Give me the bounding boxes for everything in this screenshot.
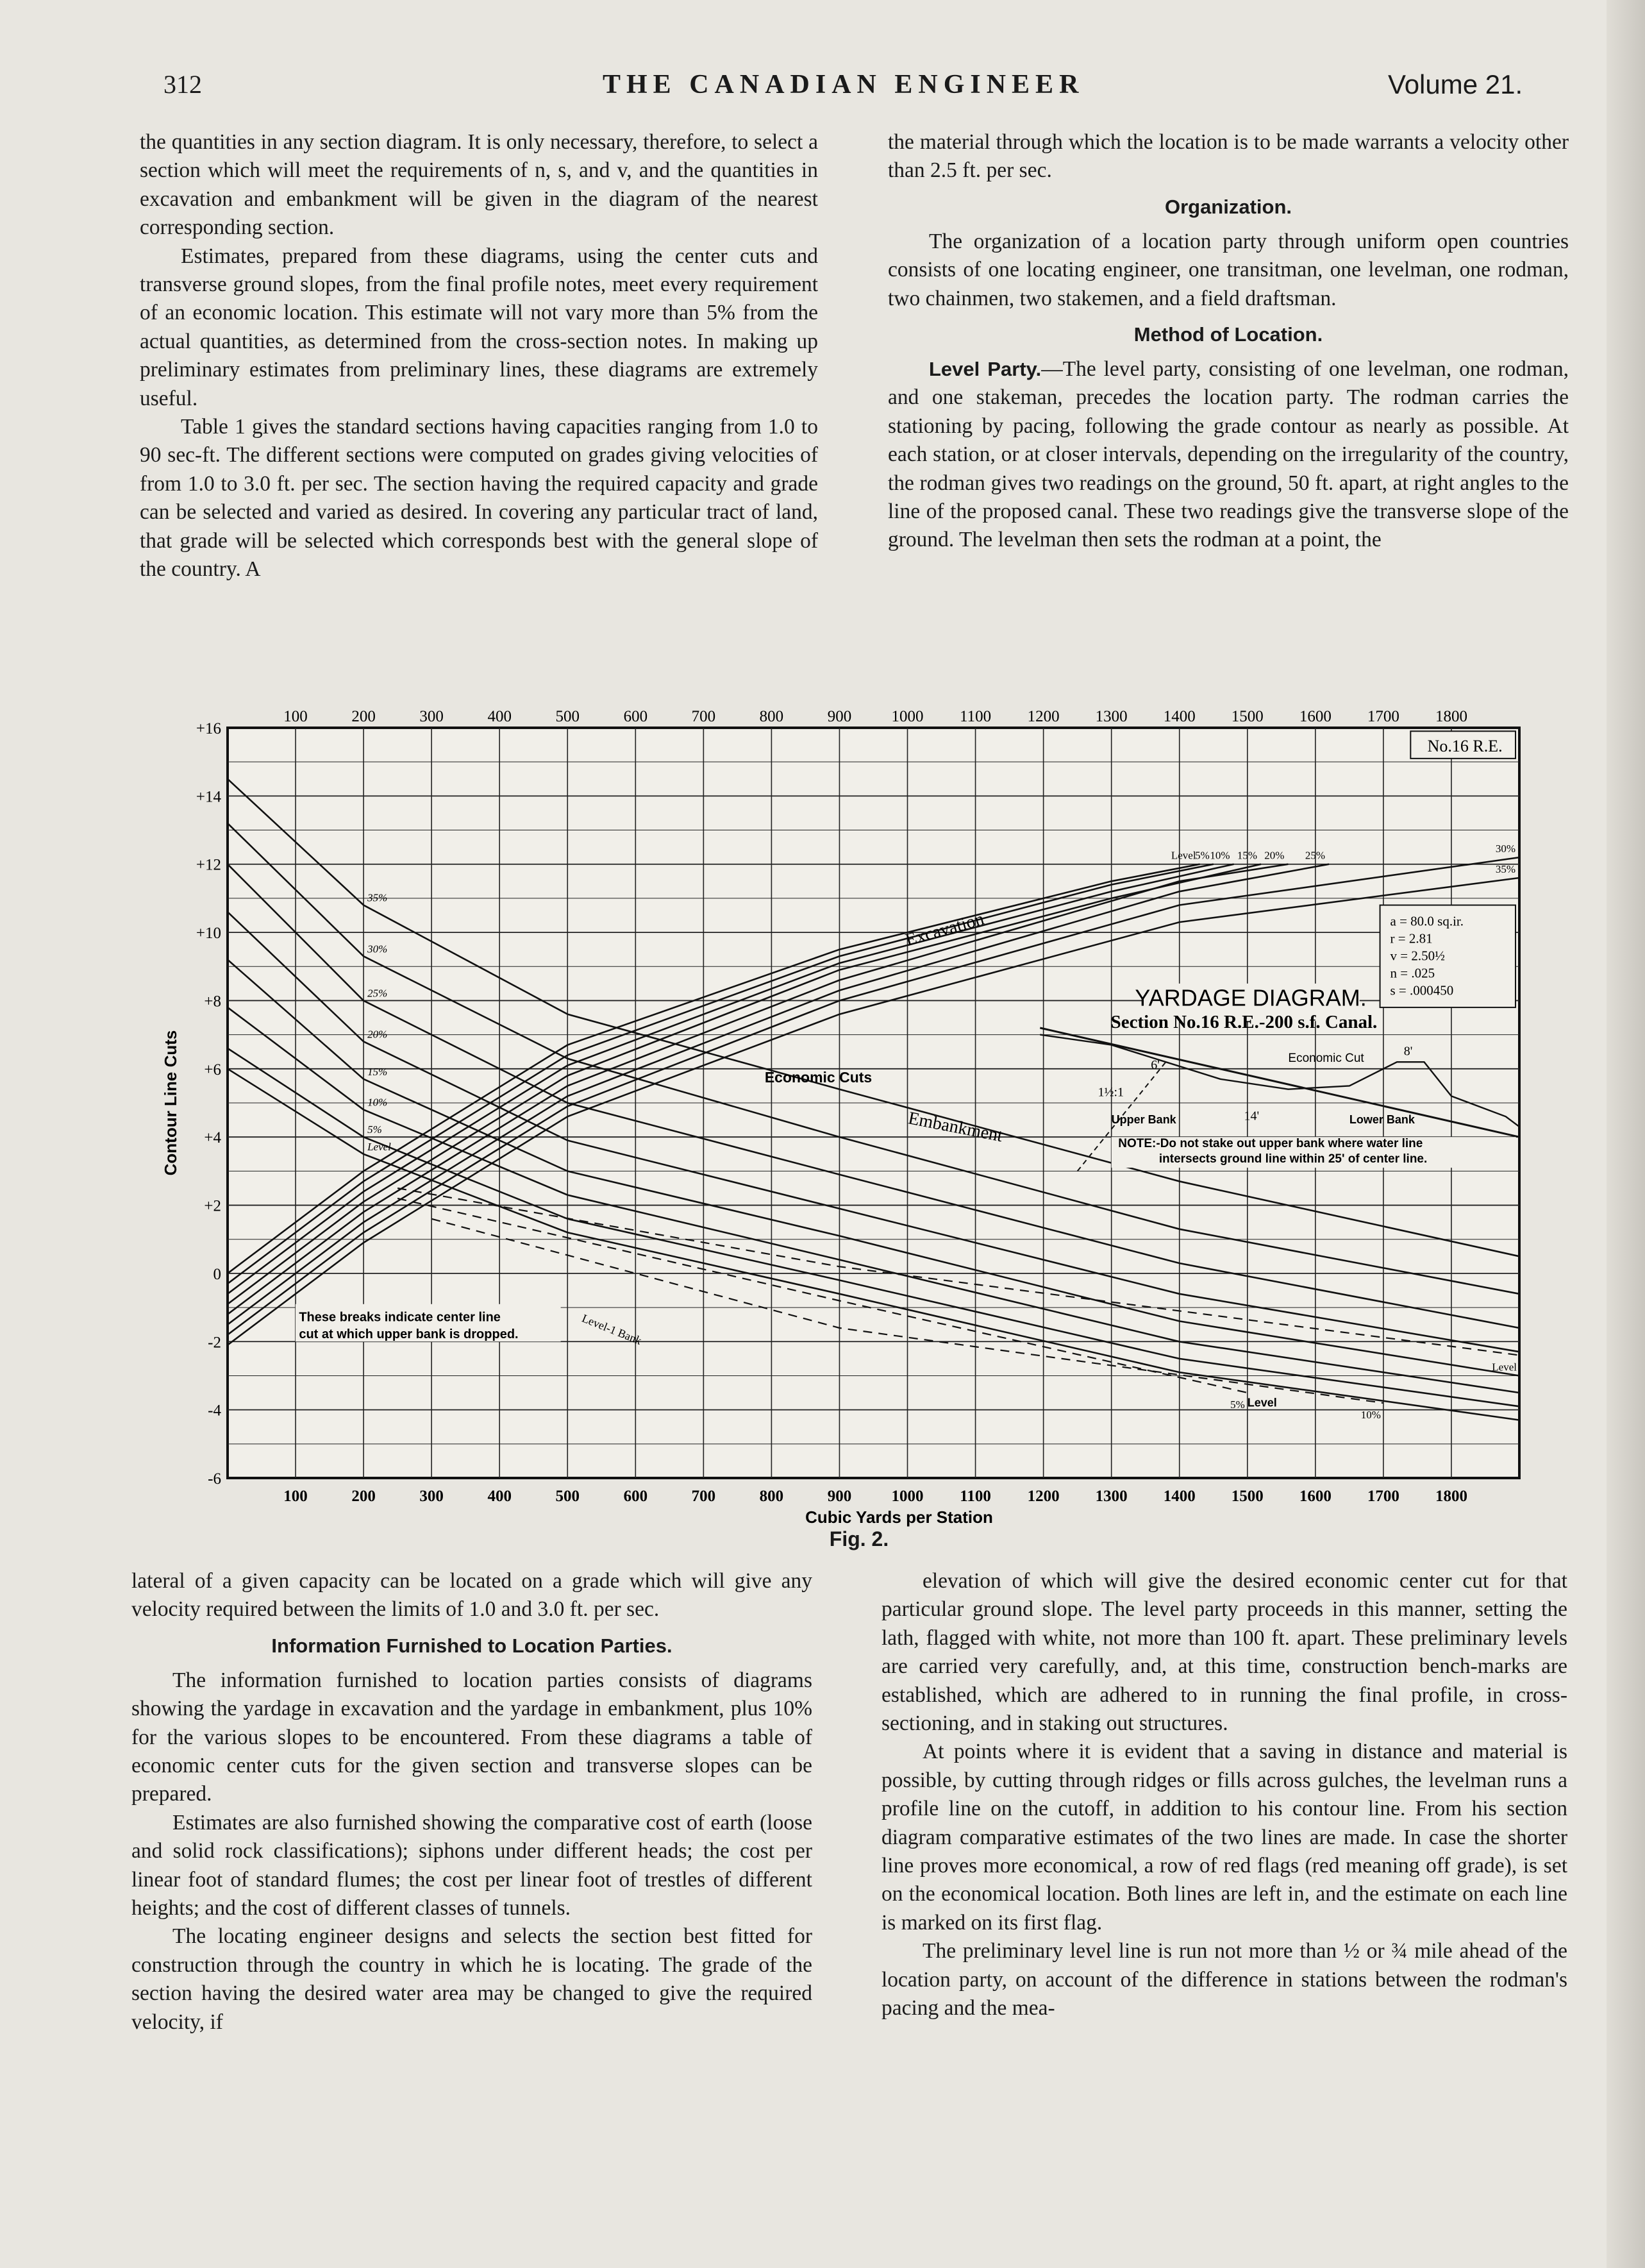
y-tick-label: -4 xyxy=(208,1402,221,1420)
paragraph: The information furnished to location parties consists of diagrams showing the yardage in excavation and the yardage in embankment, plus 10% for the various slopes to be encountered. From these diagrams a table of economic center cuts for the given section and transverse slopes can be prepared. xyxy=(131,1668,812,1806)
page-edge-shadow xyxy=(1607,0,1645,2268)
embankment-curve-label: Level xyxy=(367,1140,391,1153)
embankment-curve-label: 10% xyxy=(367,1096,388,1109)
note-text-line-1: NOTE:-Do not stake out upper bank where water line xyxy=(1118,1137,1423,1151)
x-tick-label-bottom: 900 xyxy=(827,1488,852,1505)
x-tick-label-bottom: 1400 xyxy=(1163,1488,1196,1505)
y-axis-title: Contour Line Cuts xyxy=(161,1030,180,1176)
column-bottom-left xyxy=(131,1567,812,2037)
embankment-curve-label: 25% xyxy=(367,987,388,1000)
excavation-curve-label: 25% xyxy=(1305,849,1326,862)
x-tick-label-bottom: 1600 xyxy=(1299,1488,1332,1505)
x-tick-label-top: 600 xyxy=(623,708,648,725)
y-tick-label: -6 xyxy=(208,1470,221,1488)
paragraph: At points where it is evident that a saving in distance and material is possible, by cutting through ridges or fills across gulches, the levelman runs a profile line on the cutoff, in addition to his contour line. From his section diagram comparative estimates of the two lines are made. In case the shorter line proves more economical, a row of red flags (red meaning off grade), is set on the economical location. Both lines are left in, and the estimate on each line is marked on its first flag. xyxy=(881,1740,1567,1935)
x-tick-label-top: 200 xyxy=(351,708,376,725)
excavation-curve-label: 15% xyxy=(1237,849,1257,862)
x-tick-label-bottom: 700 xyxy=(691,1488,716,1505)
x-tick-label-bottom: 100 xyxy=(283,1488,308,1505)
constant-value: s = .000450 xyxy=(1390,982,1454,998)
dashed-curve-label: 5% xyxy=(1230,1399,1245,1411)
column-top-left xyxy=(140,128,818,584)
economic-cut-label: Economic Cut xyxy=(1288,1052,1364,1066)
x-axis-title: Cubic Yards per Station xyxy=(805,1508,993,1527)
embankment-curve-label: 30% xyxy=(367,943,388,955)
x-tick-label-bottom: 500 xyxy=(555,1488,580,1505)
x-tick-label-top: 500 xyxy=(555,708,580,725)
excavation-curve-label: 35% xyxy=(1495,863,1516,875)
x-tick-label-bottom: 600 xyxy=(623,1488,648,1505)
dimension-label: 14' xyxy=(1244,1109,1260,1123)
y-tick-label: +6 xyxy=(204,1061,221,1079)
economic-cuts-label: Economic Cuts xyxy=(764,1069,873,1086)
y-tick-label: +12 xyxy=(196,856,221,874)
paragraph: The locating engineer designs and selects the section best fitted for construction through the country in which he is locating. The grade of the section having the desired water area may be changed to give the required velocity, if xyxy=(131,1924,812,2034)
y-tick-label: +4 xyxy=(204,1129,221,1147)
chart-subtitle: Section No.16 R.E.-200 s.f. Canal. xyxy=(1110,1012,1378,1032)
embankment-curve-label: 20% xyxy=(367,1028,388,1041)
constant-value: n = .025 xyxy=(1390,965,1435,981)
figure-caption: Fig. 2. xyxy=(829,1527,889,1550)
excavation-curve-label: 10% xyxy=(1210,849,1230,862)
excavation-curve-label: 20% xyxy=(1264,849,1285,862)
paragraph: the material through which the location is to be made warrants a velocity other than 2.5 ft. per sec. xyxy=(888,130,1569,183)
y-tick-label: +10 xyxy=(196,925,221,943)
x-tick-label-top: 300 xyxy=(419,708,444,725)
y-tick-label: 0 xyxy=(213,1265,221,1283)
x-tick-label-top: 1400 xyxy=(1163,708,1196,725)
x-tick-label-top: 1200 xyxy=(1027,708,1060,725)
x-tick-label-top: 1800 xyxy=(1435,708,1467,725)
constant-value: r = 2.81 xyxy=(1390,930,1433,946)
x-tick-label-bottom: 200 xyxy=(351,1488,376,1505)
level-label: Level xyxy=(1247,1396,1277,1409)
embankment-curve-label: 5% xyxy=(367,1123,382,1136)
column-top-right xyxy=(888,128,1569,555)
y-tick-label: +14 xyxy=(196,788,221,806)
x-tick-label-bottom: 1100 xyxy=(960,1488,991,1505)
paragraph-text: —The level party, consisting of one levelman, one rodman, and one stakeman, precedes the location party. The rodman carries the stationing by pacing, following the grade contour as nearly as possible. At each station, or at closer intervals, depending on the irregularity of the country, the rodman gives two readings on the ground, 50 ft. apart, at right angles to the line of the proposed canal. These two readings give the transverse slope of the ground. The levelman then sets the rodman at a point, the xyxy=(888,357,1569,552)
embankment-curve-label: 35% xyxy=(367,891,388,904)
x-tick-label-top: 900 xyxy=(827,708,852,725)
x-tick-label-top: 1000 xyxy=(891,708,924,725)
x-tick-label-bottom: 300 xyxy=(419,1488,444,1505)
x-tick-label-bottom: 400 xyxy=(487,1488,512,1505)
upper-bank-label: Upper Bank xyxy=(1111,1113,1176,1126)
dashed-curve-label: Level xyxy=(1492,1361,1517,1373)
paragraph: lateral of a given capacity can be located on a grade which will give any velocity required between the limits of 1.0 and 3.0 ft. per sec. xyxy=(131,1569,812,1622)
side-heading: Level Party. xyxy=(929,358,1042,381)
paragraph: Table 1 gives the standard sections having capacities ranging from 1.0 to 90 sec-ft. The different sections were computed on grades giving velocities of from 1.0 to 3.0 ft. per sec. The section having the required capacity and grade can be selected and varied as desired. In covering any particular tract of land, that grade will be selected which corresponds best with the general slope of the country. A xyxy=(140,415,818,582)
embankment-curve-label: 15% xyxy=(367,1065,388,1078)
page-number: 312 xyxy=(163,70,202,99)
excavation-curve-label: 30% xyxy=(1495,843,1516,855)
section-heading: Method of Location. xyxy=(1133,323,1323,346)
dimension-label: 6' xyxy=(1151,1057,1160,1072)
x-tick-label-top: 100 xyxy=(283,708,308,725)
y-tick-label: +2 xyxy=(204,1197,221,1215)
x-tick-label-top: 400 xyxy=(487,708,512,725)
yardage-diagram-figure xyxy=(163,702,1535,1558)
lower-bank-label: Lower Bank xyxy=(1349,1113,1415,1126)
volume-label: Volume 21. xyxy=(1388,69,1523,99)
x-tick-label-top: 1300 xyxy=(1095,708,1128,725)
excavation-curve-label: Level xyxy=(1171,849,1196,862)
x-tick-label-bottom: 800 xyxy=(759,1488,784,1505)
x-tick-label-bottom: 1300 xyxy=(1095,1488,1128,1505)
yardage-diagram-chart xyxy=(163,702,1535,1558)
dimension-label: 8' xyxy=(1403,1044,1413,1059)
x-tick-label-bottom: 1200 xyxy=(1027,1488,1060,1505)
section-heading: Organization. xyxy=(1164,195,1292,218)
paragraph: Estimates are also furnished showing the comparative cost of earth (loose and solid rock classifications); siphons under different heads; the cost per linear foot of standard flumes; the cost per linear foot of trestles of different heights; and the cost of different classes of tunnels. xyxy=(131,1810,812,1920)
breaks-note-line-1: These breaks indicate center line xyxy=(299,1310,501,1325)
paragraph xyxy=(888,355,1569,555)
paragraph: Estimates, prepared from these diagrams, using the center cuts and transverse ground slopes, from the final profile notes, meet every requirement of an economic location. This estimate will not vary more than 5% from the actual quantities, as determined from the cross-section notes. In making up preliminary estimates from preliminary lines, these diagrams are extremely useful. xyxy=(140,244,818,410)
x-tick-label-top: 1600 xyxy=(1299,708,1332,725)
chart-title: YARDAGE DIAGRAM. xyxy=(1135,984,1367,1011)
slope-ratio-label: 1½:1 xyxy=(1098,1085,1124,1100)
x-tick-label-bottom: 1000 xyxy=(891,1488,924,1505)
embankment-region-label: Embankment xyxy=(906,1108,1005,1147)
constant-value: v = 2.50½ xyxy=(1390,948,1445,964)
plate-label: No.16 R.E. xyxy=(1427,737,1503,756)
section-heading: Information Furnished to Location Parties. xyxy=(271,1634,672,1657)
paragraph: elevation of which will give the desired economic center cut for that particular ground slope. The level party proceeds in this manner, setting the lath, flagged with white, not more than 100 ft. apart. These preliminary levels are carried very carefully, and, at this time, construction bench-marks are established, which are adhered to in running the final profile, in cross-sectioning, and in staking out structures. xyxy=(881,1569,1567,1736)
paragraph: the quantities in any section diagram. It is only necessary, therefore, to select a section which will meet the requirements of n, s, and v, and the quantities in excavation and embankment will be given in the diagram of the nearest corresponding section. xyxy=(140,130,818,240)
x-tick-label-bottom: 1800 xyxy=(1435,1488,1467,1505)
level-bank-label: Level-1 Bank xyxy=(580,1311,644,1347)
paragraph: The organization of a location party through uniform open countries consists of one locating engineer, one transitman, one levelman, one rodman, two chainmen, two stakemen, and a field draftsman. xyxy=(888,229,1569,310)
excavation-region-label: Excavation xyxy=(903,909,987,951)
x-tick-label-top: 800 xyxy=(759,708,784,725)
y-tick-label: -2 xyxy=(208,1334,221,1352)
paragraph: The preliminary level line is run not more than ½ or ¾ mile ahead of the location party, on account of the difference in stations between the rodman's pacing and the mea- xyxy=(881,1939,1567,2020)
x-tick-label-top: 1700 xyxy=(1367,708,1399,725)
note-text-line-2: intersects ground line within 25' of center line. xyxy=(1158,1152,1428,1166)
x-tick-label-top: 700 xyxy=(691,708,716,725)
breaks-note-line-2: cut at which upper bank is dropped. xyxy=(299,1327,519,1341)
running-header xyxy=(0,69,1645,108)
x-tick-label-top: 1100 xyxy=(960,708,992,725)
dashed-curve-label: 10% xyxy=(1360,1409,1381,1421)
constant-value: a = 80.0 sq.ir. xyxy=(1390,913,1464,929)
column-bottom-right xyxy=(881,1567,1567,2023)
y-tick-label: +8 xyxy=(204,993,221,1011)
x-tick-label-bottom: 1500 xyxy=(1231,1488,1264,1505)
x-tick-label-top: 1500 xyxy=(1231,708,1264,725)
y-tick-label: +16 xyxy=(196,720,221,737)
excavation-curve-label: 5% xyxy=(1195,849,1210,862)
x-tick-label-bottom: 1700 xyxy=(1367,1488,1399,1505)
journal-title: THE CANADIAN ENGINEER xyxy=(603,70,1085,99)
